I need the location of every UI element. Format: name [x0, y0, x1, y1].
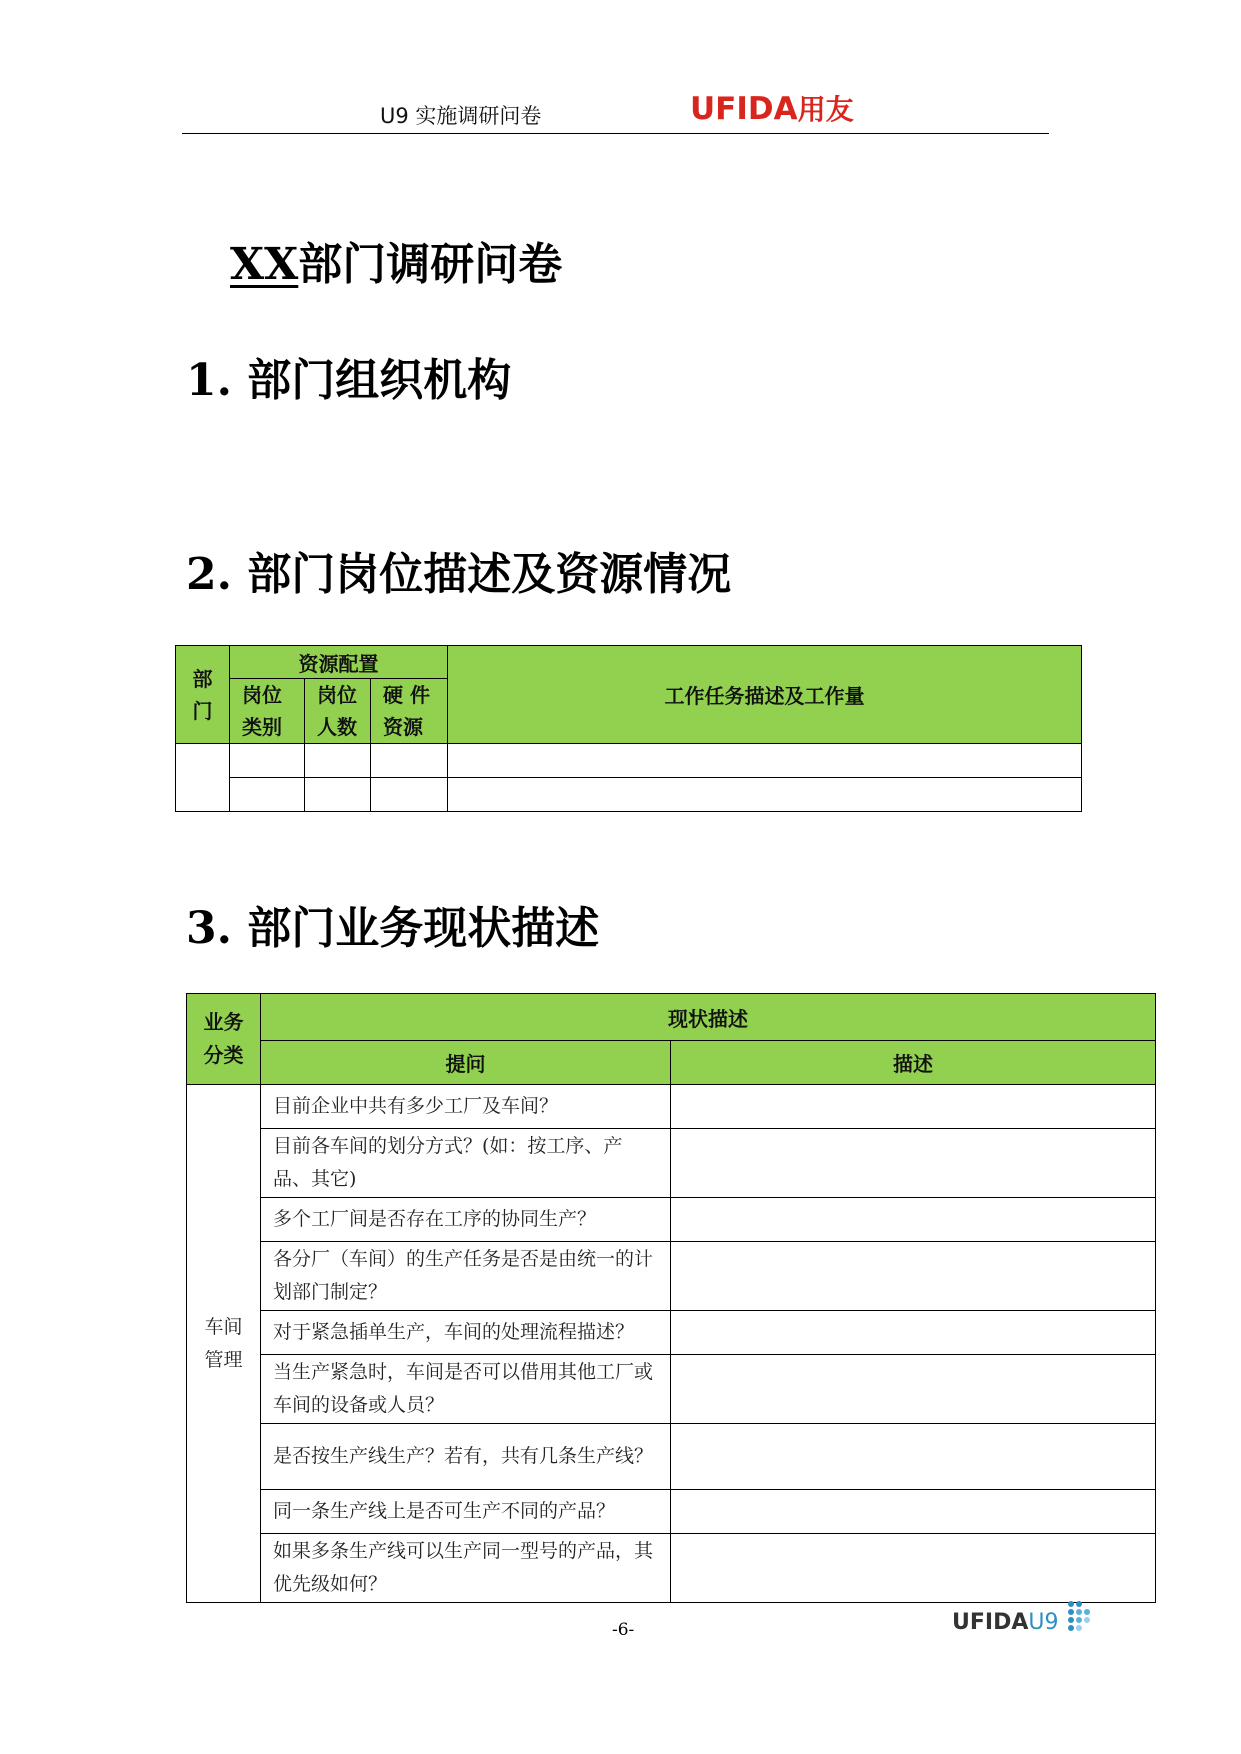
question-cell: 同一条生产线上是否可生产不同的产品？ [261, 1490, 671, 1534]
doc-title-xx: XX [230, 239, 299, 290]
table-cell[interactable] [230, 778, 305, 812]
page-number: -6- [612, 1620, 635, 1640]
question-header: 提问 [261, 1041, 671, 1085]
table-cell[interactable] [230, 744, 305, 778]
answer-cell[interactable] [671, 1490, 1156, 1534]
section-3-title: 3. 部门业务现状描述 [186, 903, 600, 954]
table-cell[interactable] [448, 778, 1082, 812]
table-cell[interactable] [448, 744, 1082, 778]
question-cell: 当生产紧急时，车间是否可以借用其他工厂或车间的设备或人员？ [261, 1355, 671, 1424]
question-cell: 对于紧急插单生产，车间的处理流程描述？ [261, 1311, 671, 1355]
answer-cell[interactable] [671, 1424, 1156, 1490]
question-cell: 各分厂（车间）的生产任务是否是由统一的计划部门制定？ [261, 1242, 671, 1311]
table-cell[interactable] [371, 744, 448, 778]
answer-cell[interactable] [671, 1242, 1156, 1311]
logo-text: UFIDA [690, 91, 798, 127]
section-2-title: 2. 部门岗位描述及资源情况 [186, 549, 732, 600]
answer-cell[interactable] [671, 1311, 1156, 1355]
status-desc-header: 现状描述 [261, 994, 1156, 1041]
desc-header: 描述 [671, 1041, 1156, 1085]
table-cell[interactable] [371, 778, 448, 812]
u9-dots-icon [1064, 1600, 1094, 1638]
footer-logo-text: UFIDA [952, 1610, 1029, 1635]
dept-cell[interactable] [176, 744, 230, 812]
answer-cell[interactable] [671, 1198, 1156, 1242]
ufida-u9-logo [952, 1610, 1058, 1635]
dept-header: 部门 [176, 646, 230, 744]
task-desc-header: 工作任务描述及工作量 [448, 646, 1082, 744]
question-cell: 是否按生产线生产？若有，共有几条生产线？ [261, 1424, 671, 1490]
hardware-header: 硬 件资源 [371, 679, 448, 744]
table-cell[interactable] [305, 778, 371, 812]
section-1-title: 1. 部门组织机构 [186, 355, 512, 406]
position-resource-table [175, 645, 1082, 812]
answer-cell[interactable] [671, 1129, 1156, 1198]
doc-title-rest: 部门调研问卷 [298, 239, 563, 290]
question-cell: 目前企业中共有多少工厂及车间？ [261, 1085, 671, 1129]
answer-cell[interactable] [671, 1085, 1156, 1129]
business-status-table [186, 993, 1156, 1603]
resource-config-header: 资源配置 [230, 646, 448, 679]
biz-category-header: 业务分类 [187, 994, 261, 1085]
category-cell: 车间管理 [187, 1085, 261, 1603]
post-type-header: 岗位类别 [230, 679, 305, 744]
header-title: U9 实施调研问卷 [380, 104, 542, 128]
question-cell: 多个工厂间是否存在工序的协同生产？ [261, 1198, 671, 1242]
table-cell[interactable] [305, 744, 371, 778]
question-cell: 目前各车间的划分方式？(如：按工序、产品、其它) [261, 1129, 671, 1198]
answer-cell[interactable] [671, 1534, 1156, 1603]
question-cell: 如果多条生产线可以生产同一型号的产品，其优先级如何？ [261, 1534, 671, 1603]
ufida-logo [690, 88, 854, 128]
header-rule [182, 133, 1049, 134]
post-count-header: 岗位人数 [305, 679, 371, 744]
document-title [230, 228, 562, 292]
logo-cn-text: 用友 [797, 93, 854, 126]
footer-logo-u9: U9 [1028, 1610, 1059, 1635]
answer-cell[interactable] [671, 1355, 1156, 1424]
